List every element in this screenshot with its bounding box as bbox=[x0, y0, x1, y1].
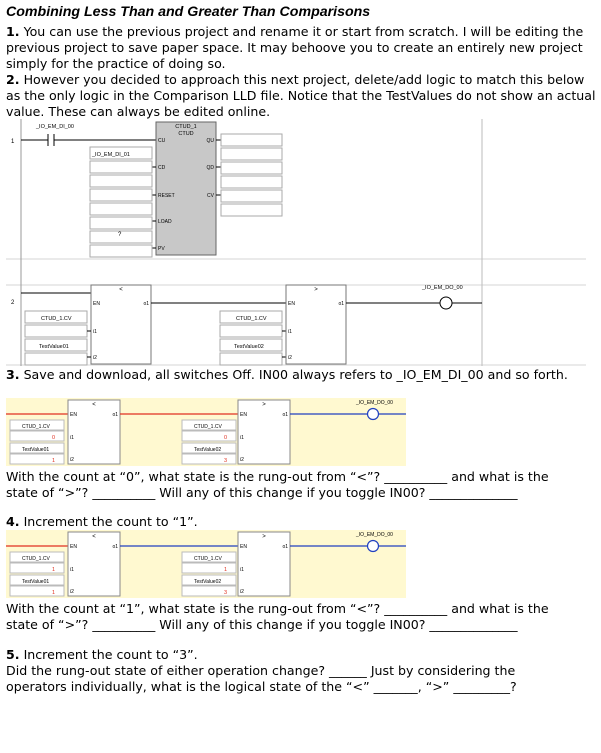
greater-than-block[interactable] bbox=[286, 285, 346, 364]
pin-pv: PV bbox=[158, 246, 165, 252]
step-2: 2. However you decided to approach this next project, delete/add logic to match this below as the only logic in the Comparison LLD file. Notice that the TestValues do not show an actual value. These can always be edited online. bbox=[6, 72, 596, 119]
question-2-line-1: With the count at “1”, what state is the rung-out from “<”? __________ and what is the bbox=[6, 601, 549, 616]
m1-gt-in1[interactable]: CTUD_1.CV bbox=[194, 424, 222, 430]
step-4: 4. Increment the count to “1”. bbox=[6, 514, 198, 529]
lt-in1-var[interactable]: CTUD_1.CV bbox=[41, 316, 72, 322]
m1-lt-block[interactable] bbox=[68, 400, 120, 464]
m1-gt-cv-value: 0 bbox=[224, 435, 228, 441]
less-than-block[interactable] bbox=[91, 285, 151, 364]
pin-load: LOAD bbox=[158, 219, 172, 225]
step-3: 3. Save and download, all switches Off. IN00 always refers to _IO_EM_DI_00 and so forth. bbox=[6, 367, 568, 382]
m2-gt-in1[interactable]: CTUD_1.CV bbox=[194, 556, 222, 562]
pv-input-box[interactable] bbox=[90, 245, 152, 257]
m1-gt-test-value: 3 bbox=[224, 458, 228, 464]
m1-gt-block[interactable] bbox=[238, 400, 290, 464]
pin-reset: RESET bbox=[158, 193, 175, 199]
lt-i1: i1 bbox=[93, 329, 97, 335]
step-1: 1. You can use the previous project and rename it or start from scratch. I will be editing the previous project to save paper space. It may behoove you to create an entirely new project simply for the practice of doing so. bbox=[6, 24, 584, 71]
m1-gt-en: EN bbox=[240, 412, 247, 418]
m1-gt-op: > bbox=[262, 402, 266, 408]
cd-input-label: _IO_EM_DI_01 bbox=[92, 152, 130, 158]
question-1-line-2: state of “>”? __________ Will any of this change if you toggle IN00? ______________ bbox=[6, 485, 518, 500]
gt-en: EN bbox=[288, 301, 295, 307]
m2-lt-o1: o1 bbox=[112, 544, 118, 550]
reset-input-box[interactable] bbox=[90, 189, 152, 201]
gt-i1: i1 bbox=[288, 329, 292, 335]
m2-lt-i1: i1 bbox=[70, 567, 74, 573]
m1-lt-cv-value: 0 bbox=[52, 435, 56, 441]
ladder-monitor-count-1 bbox=[6, 530, 406, 598]
ladder-monitor-count-0 bbox=[6, 398, 406, 466]
question-3-line-1: Did the rung-out state of either operation change? ______ Just by considering the bbox=[6, 663, 516, 678]
lt-o1: o1 bbox=[143, 301, 149, 307]
m1-gt-i2: i2 bbox=[240, 457, 244, 463]
cd-input-box[interactable] bbox=[90, 161, 152, 173]
load-input-box[interactable] bbox=[90, 217, 152, 229]
m2-gt-i2: i2 bbox=[240, 589, 244, 595]
lt-en: EN bbox=[93, 301, 100, 307]
m2-lt-in2[interactable]: TestValue01 bbox=[22, 579, 50, 585]
question-2-line-2: state of “>”? __________ Will any of this change if you toggle IN00? ______________ bbox=[6, 617, 518, 632]
m2-lt-in1[interactable]: CTUD_1.CV bbox=[22, 556, 50, 562]
gt-in2-var[interactable]: TestValue02 bbox=[234, 344, 264, 350]
pin-cd: CD bbox=[158, 165, 166, 171]
m2-output-coil[interactable] bbox=[368, 541, 379, 552]
m2-lt-i2: i2 bbox=[70, 589, 74, 595]
pin-cv: CV bbox=[207, 193, 214, 199]
lt-i2: i2 bbox=[93, 355, 97, 361]
m2-gt-op: > bbox=[262, 534, 266, 540]
pv-input-value: ? bbox=[118, 232, 122, 238]
m2-lt-block[interactable] bbox=[68, 532, 120, 596]
coil-label: _IO_EM_DO_00 bbox=[422, 285, 463, 291]
m1-lt-op: < bbox=[92, 402, 96, 408]
gt-operator: > bbox=[314, 287, 318, 293]
lt-operator: < bbox=[119, 287, 123, 293]
step-5: 5. Increment the count to “3”. bbox=[6, 647, 198, 662]
m2-gt-block[interactable] bbox=[238, 532, 290, 596]
gt-in1-var[interactable]: CTUD_1.CV bbox=[236, 316, 267, 322]
gt-i2: i2 bbox=[288, 355, 292, 361]
m2-gt-i1: i1 bbox=[240, 567, 244, 573]
counter-type: CTUD bbox=[178, 131, 194, 137]
m2-gt-in2[interactable]: TestValue02 bbox=[194, 579, 222, 585]
question-1-line-1: With the count at “0”, what state is the rung-out from “<”? __________ and what is the bbox=[6, 469, 549, 484]
m1-lt-en: EN bbox=[70, 412, 77, 418]
output-coil[interactable] bbox=[440, 297, 452, 309]
rung-2-number: 2 bbox=[11, 300, 15, 306]
cv-output-box[interactable] bbox=[221, 190, 282, 202]
question-3-line-2: operators individually, what is the logical state of the “<” _______, “>” _________? bbox=[6, 679, 517, 694]
pin-qd: QD bbox=[206, 165, 214, 171]
m2-coil-label: _IO_EM_DO_00 bbox=[356, 532, 393, 538]
m2-gt-en: EN bbox=[240, 544, 247, 550]
m2-lt-test-value: 1 bbox=[52, 590, 56, 596]
m2-gt-test-value: 3 bbox=[224, 590, 228, 596]
qu-output-box[interactable] bbox=[221, 134, 282, 146]
pin-qu: QU bbox=[206, 138, 214, 144]
m2-lt-cv-value: 1 bbox=[52, 567, 56, 573]
m1-coil-label: _IO_EM_DO_00 bbox=[356, 400, 393, 406]
lt-in2-var[interactable]: TestValue01 bbox=[39, 344, 69, 350]
m1-lt-i2: i2 bbox=[70, 457, 74, 463]
ladder-diagram-edit bbox=[6, 119, 586, 366]
m1-gt-i1: i1 bbox=[240, 435, 244, 441]
m2-gt-o1: o1 bbox=[282, 544, 288, 550]
rung-1-number: 1 bbox=[11, 139, 15, 145]
qd-output-box[interactable] bbox=[221, 162, 282, 174]
m2-gt-cv-value: 1 bbox=[224, 567, 228, 573]
counter-name: CTUD_1 bbox=[175, 124, 197, 130]
m1-lt-in2[interactable]: TestValue01 bbox=[22, 447, 50, 453]
m1-output-coil[interactable] bbox=[368, 409, 379, 420]
m1-lt-in1[interactable]: CTUD_1.CV bbox=[22, 424, 50, 430]
pin-cu: CU bbox=[158, 138, 166, 144]
gt-o1: o1 bbox=[338, 301, 344, 307]
m2-lt-en: EN bbox=[70, 544, 77, 550]
page-title: Combining Less Than and Greater Than Comparisons bbox=[6, 4, 371, 20]
m1-lt-i1: i1 bbox=[70, 435, 74, 441]
contact-label: _IO_EM_DI_00 bbox=[36, 124, 74, 130]
m2-lt-op: < bbox=[92, 534, 96, 540]
m1-gt-o1: o1 bbox=[282, 412, 288, 418]
m1-lt-test-value: 1 bbox=[52, 458, 56, 464]
m1-lt-o1: o1 bbox=[112, 412, 118, 418]
m1-gt-in2[interactable]: TestValue02 bbox=[194, 447, 222, 453]
